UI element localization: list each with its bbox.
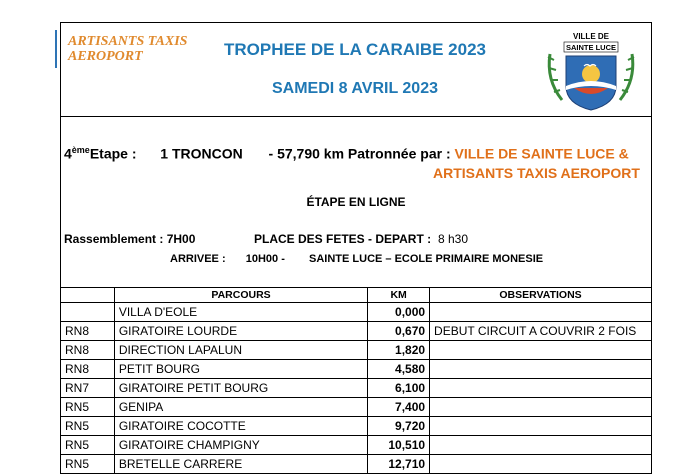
stage-section: 1 TRONCON [160,145,243,162]
organizer-name [68,34,187,64]
table-row [61,360,652,379]
stage-line [64,145,629,162]
stage-distance: 57,790 km [277,145,345,162]
meeting-place [254,232,431,246]
place-cell: DIRECTION LAPALUN [114,341,367,360]
table-row [61,322,652,341]
km-cell: 9,720 [368,417,430,436]
table-row [61,303,652,322]
road-cell: RN5 [61,436,115,455]
table-row [61,436,652,455]
sainte-luce-crest-icon [544,30,638,114]
note-cell [430,341,652,360]
road-cell: RN8 [61,322,115,341]
table-row [61,379,652,398]
km-cell: 4,580 [368,360,430,379]
depart-time: 8 h30 [438,232,469,246]
stage-number-suffix: ème [71,145,90,155]
road-cell: RN7 [61,379,115,398]
header-km: KM [368,288,430,303]
note-cell: DEBUT CIRCUIT A COUVRIR 2 FOIS [430,322,652,341]
sponsor-intro: Patronnée par : [347,145,451,162]
route-table-header [61,288,652,303]
left-accent-bar [55,30,57,68]
arrival-time: 10H00 - [245,253,285,265]
km-cell: 6,100 [368,379,430,398]
place-cell: GENIPA [114,398,367,417]
km-cell: 0,670 [368,322,430,341]
arrival-place: SAINTE LUCE – ECOLE PRIMAIRE MONESIE [309,253,544,265]
km-cell: 10,510 [368,436,430,455]
stage-label: Etape : [89,145,137,162]
arrival-label: ARRIVEE : [170,253,226,265]
stage-type: ÉTAPE EN LIGNE [306,195,406,209]
table-row [61,341,652,360]
note-cell [430,398,652,417]
road-cell: RN5 [61,398,115,417]
route-table [60,287,652,474]
document-title: TROPHEE DE LA CARAIBE 2023 [224,40,486,59]
depart-label: DEPART : [375,232,432,246]
sponsor-line-2: ARTISANTS TAXIS AEROPORT [433,165,640,181]
km-cell: 0,000 [368,303,430,322]
road-cell: RN5 [61,455,115,474]
organizer-line-1: ARTISANTS TAXIS [68,34,188,49]
event-date: SAMEDI 8 AVRIL 2023 [272,80,438,97]
meeting-time: Rassemblement : 7H00 [64,232,196,246]
meeting-line [64,232,469,246]
place-cell: PETIT BOURG [114,360,367,379]
table-row [61,417,652,436]
note-cell [430,379,652,398]
logo-text-top: VILLE DE [572,32,610,41]
header-road [61,288,115,303]
meeting-place-label: PLACE DES FETES - [254,232,373,246]
place-cell: GIRATOIRE CHAMPIGNY [114,436,367,455]
road-cell: RN8 [61,360,115,379]
arrival-line [170,253,543,265]
place-cell: GIRATOIRE LOURDE [114,322,367,341]
table-row [61,455,652,474]
note-cell [430,417,652,436]
road-cell: RN5 [61,417,115,436]
place-cell: BRETELLE CARRERE [114,455,367,474]
stage-dash: - [268,145,274,162]
road-cell: RN8 [61,341,115,360]
note-cell [430,303,652,322]
note-cell [430,455,652,474]
header-notes: OBSERVATIONS [430,288,652,303]
km-cell: 1,820 [368,341,430,360]
km-cell: 12,710 [368,455,430,474]
sponsor-line-1: VILLE DE SAINTE LUCE & [454,145,629,162]
logo-text-main: SAINTE LUCE [565,43,617,52]
place-cell: GIRATOIRE COCOTTE [114,417,367,436]
header-route: PARCOURS [114,288,367,303]
note-cell [430,436,652,455]
place-cell: VILLA D'EOLE [114,303,367,322]
table-row [61,398,652,417]
organizer-line-2: AEROPORT [68,49,143,64]
stage-number: 4 [64,145,72,162]
km-cell: 7,400 [368,398,430,417]
note-cell [430,360,652,379]
place-cell: GIRATOIRE PETIT BOURG [114,379,367,398]
road-cell [61,303,115,322]
